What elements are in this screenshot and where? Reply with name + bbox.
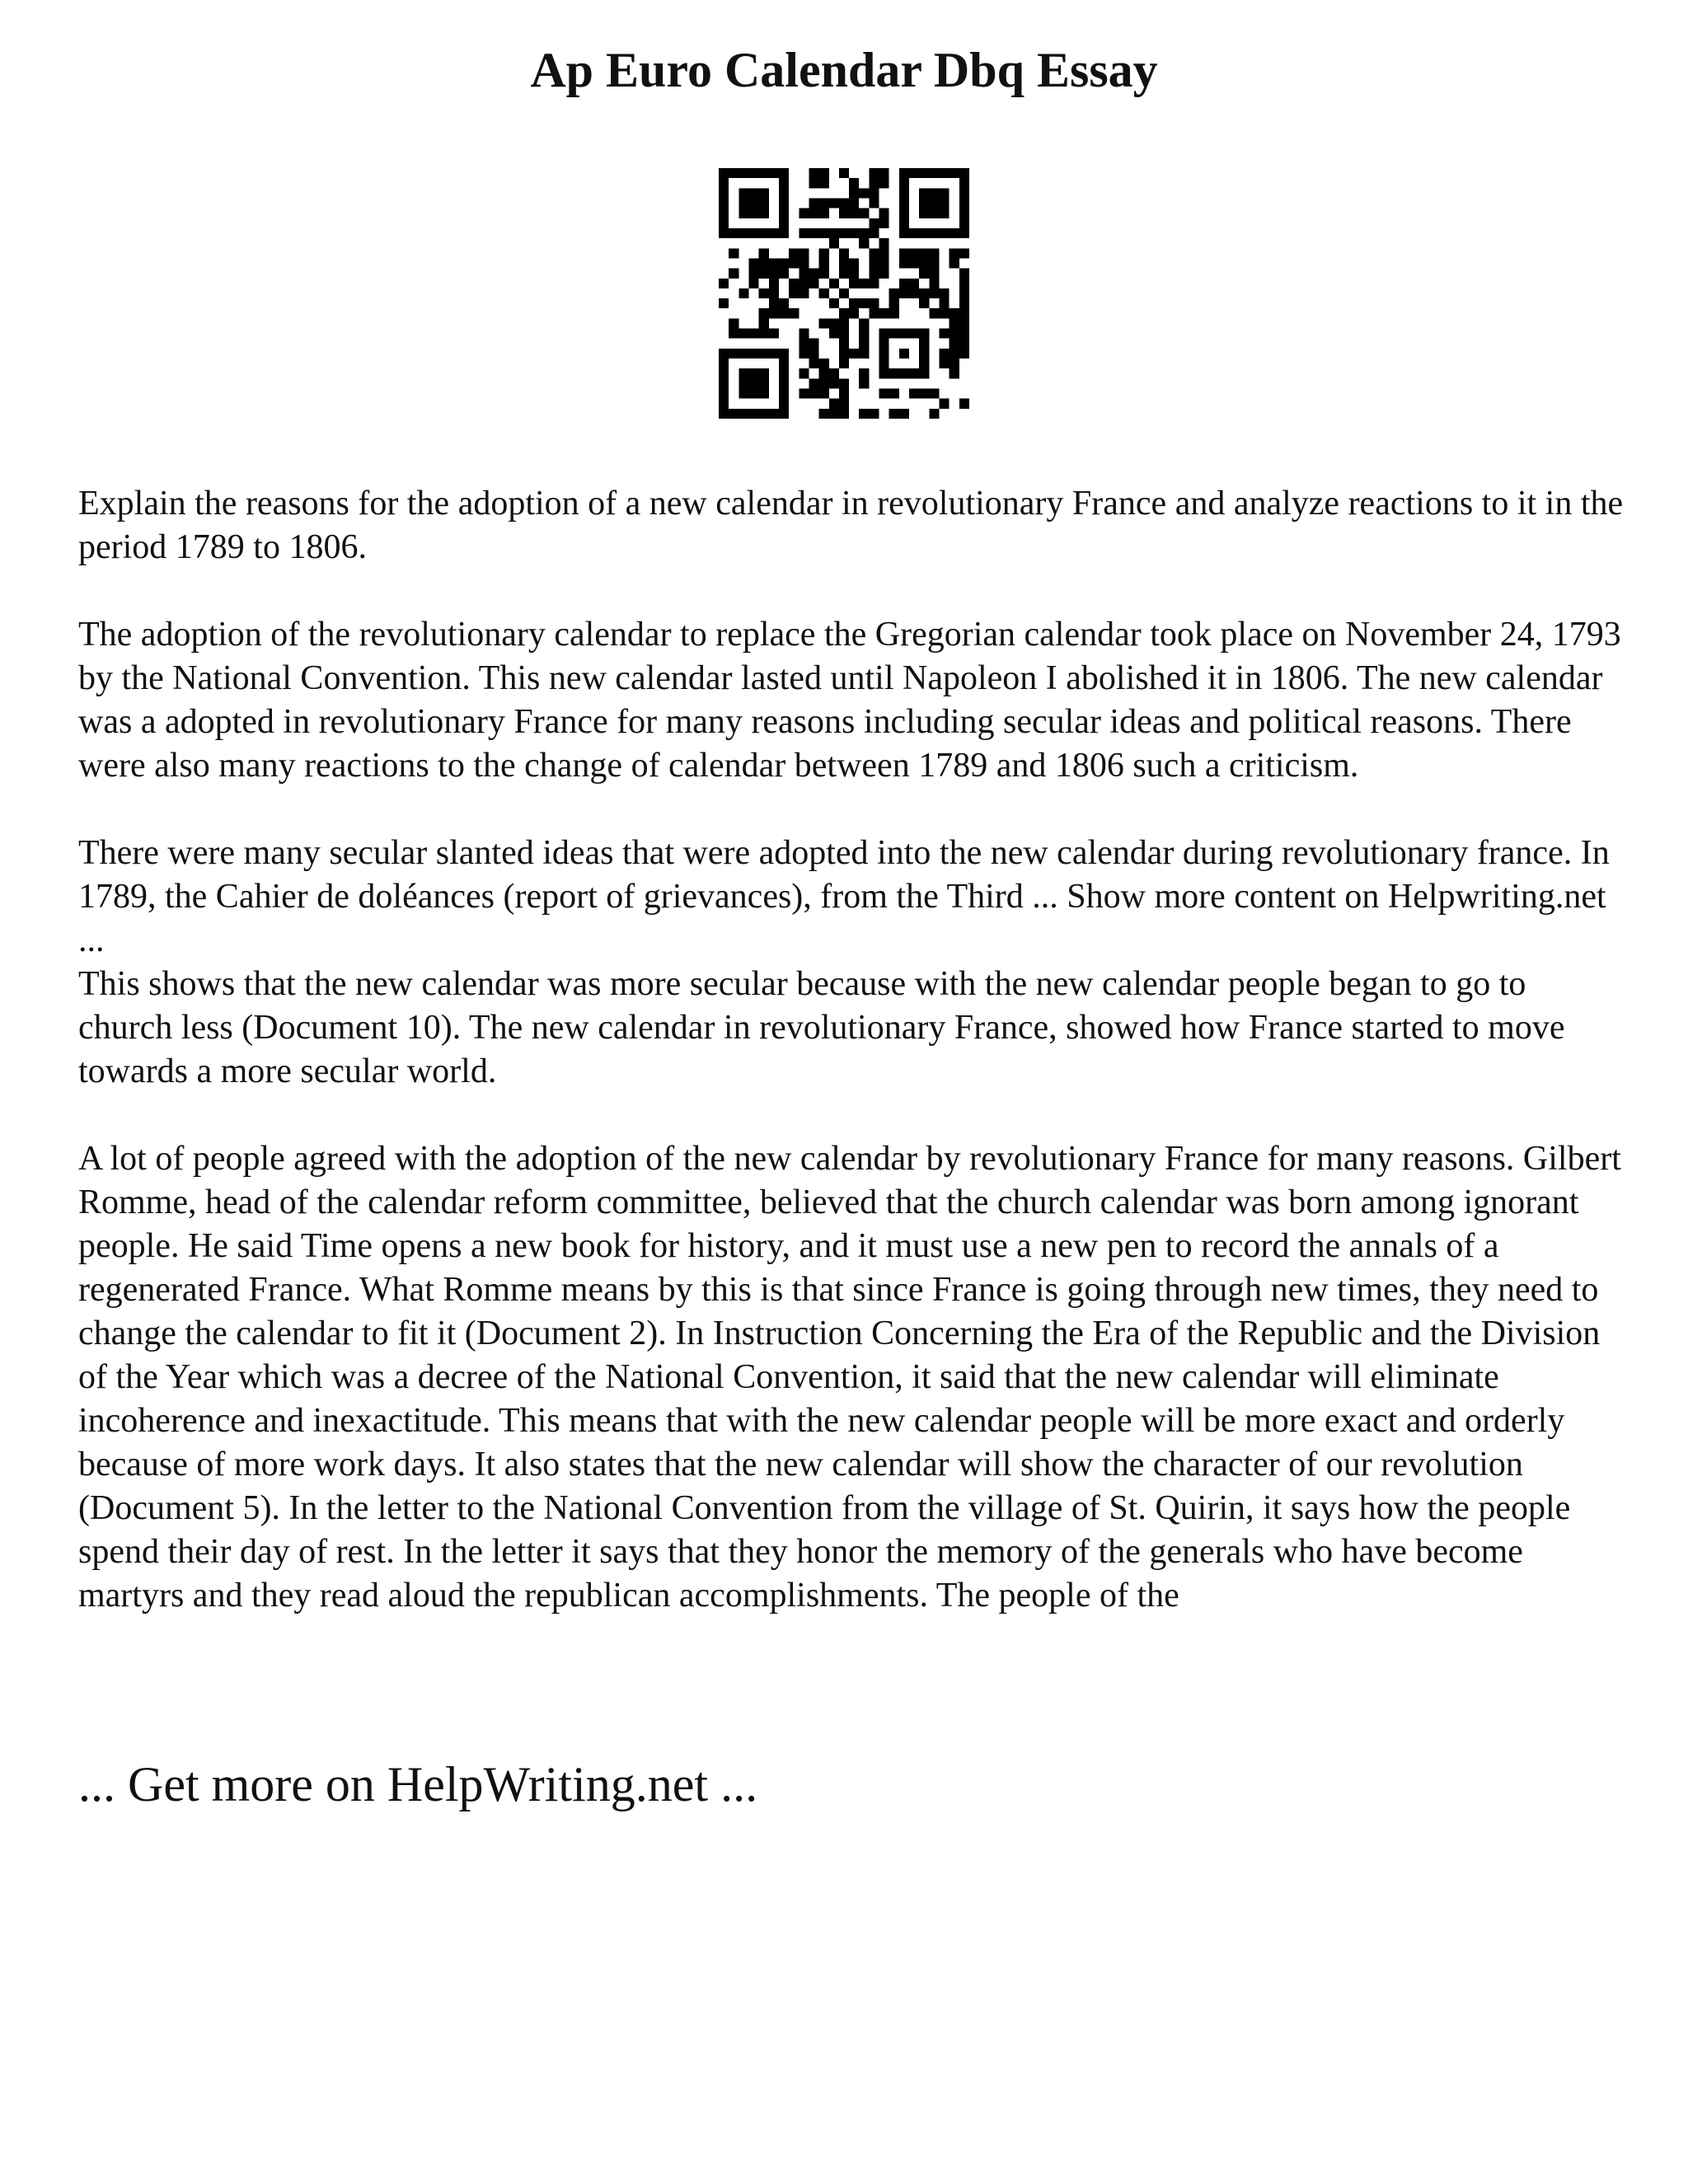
page-title: Ap Euro Calendar Dbq Essay <box>530 43 1158 97</box>
paragraph-secular-continued: This shows that the new calendar was more secular because with the new calendar people began to go to church less (Document 10). The new calendar in revolutionary France, showed how France started to move towards a more secular world. <box>78 965 1565 1090</box>
paragraph-secular: There were many secular slanted ideas that were adopted into the new calendar during revolutionary france. In 1789, the Cahier de doléances (report of grievances), from the Third ... Show more content on Helpwriting.net ... <box>78 834 1610 959</box>
paragraph-reactions: A lot of people agreed with the adoption of the new calendar by revolutionary France for many reasons. Gilbert Romme, head of the calendar reform committee, believed that the church calendar was born among ignorant people. He said Time opens a new book for history, and it must use a new pen to record the annals of a regenerated France. What Romme means by this is that since France is going through new times, they need to change the calendar to fit it (Document 2). In Instruction Concerning the Era of the Republic and the Division of the Year which was a decree of the National Convention, it said that the new calendar will eliminate incoherence and inexactitude. This means that with the new calendar people will be more exact and orderly because of more work days. It also states that the new calendar will show the character of our revolution (Document 5). In the letter to the National Convention from the village of St. Quirin, it says how the people spend their day of rest. In the letter it says that they honor the memory of the generals who have become martyrs and they read aloud the republican accomplishments. The people of the <box>78 1140 1621 1615</box>
qr-code-image <box>719 168 969 419</box>
paragraph-intro: The adoption of the revolutionary calendar to replace the Gregorian calendar took place on November 24, 1793 by the National Convention. This new calendar lasted until Napoleon I abolished it in 1806. The new calendar was a adopted in revolutionary France for many reasons including secular ideas and political reasons. There were also many reactions to the change of calendar between 1789 and 1806 such a criticism. <box>78 616 1621 785</box>
get-more-link[interactable]: ... Get more on HelpWriting.net ... <box>78 1757 758 1811</box>
qr-code-icon <box>719 168 969 419</box>
essay-prompt: Explain the reasons for the adoption of a new calendar in revolutionary France and analyze reactions to it in the period 1789 to 1806. <box>78 485 1624 566</box>
essay-body <box>78 482 1628 1618</box>
